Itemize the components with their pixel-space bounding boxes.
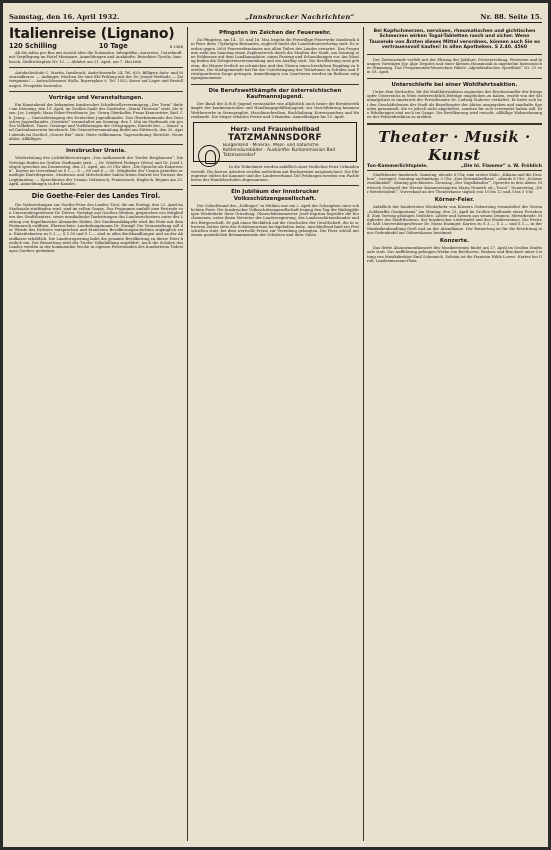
article-berufswettkaempfe: Der Bund der D.H.B.-Jugend veranstaltet wie alljährlich auch heuer die Berufswettkämpfe der kaufmännischen und Handlungsgehilfenjugend, zur Durchführung kommen Wettbewerbe in Stenographie, Maschinschreiben, Buchhaltung, Korrespondenz und Warenkunde. Die Sieger erhalten Preise und Urkunden. Anmeldungen bis 25. April. — [191, 102, 359, 119]
column-right — [367, 27, 542, 841]
togal-ad: Bei Kopfschmerzen, nervösen, rheumatischen und gichtischen Schmerzen wirken Togal-Tabletten rasch und sicher. Wenn Tausende von Ärzten dieses Mittel verordnen, können auch Sie es vertrauensvoll kaufen! In allen Apotheken. S 2.40. 4560 — [369, 29, 540, 51]
tatzmannsdorf-ad — [193, 122, 357, 162]
section-banner: Theater · Musik · Kunst — [378, 127, 531, 164]
newspaper-page — [3, 3, 548, 847]
small-ads: Autofachschule C. Martin, Innsbruck, Andechsstraße 24, Tel. 629. Billigste Auto- und Motorradkurse. — Anfänger, Machen Sie eine Kfz-Prüfung mit der Dr. Jrisser-Methode — Zeitersparnis! — Autoschlosserei Wallo, Bayrerplatz 9, Tel. 1553, Kurse auf Lager und Bestellungen. Prospekte kostenlos. — [9, 70, 183, 88]
column-middle — [191, 27, 359, 841]
article-pfingsten: Zu Pfingsten, am 14., 15. und 16. Mai, begeht die Freiwillige Feuerwehr Innsbruck die Feier ihres 75jährigen Bestandes, zugleich findet der Landesfeuerwehrtag statt. Es werden gegen 3000 Feuerwehrmänner aus allen Teilen des Landes erwartet. Das Programm sieht am Samstag einen Zapfenstreich durch die Straßen der Stadt, am Sonntag eine Feldmesse auf dem Landhausplatze, einen Festzug und Schauübungen vor. Am Montag finden die Delegiertenversammlung und ein Ausflug statt. Die Bevölkerung wird gebeten, die Häuser festlich zu schmücken und den Gästen einen herzlichen Empfang zu bereiten. Die Stadtgemeinde hat für die Unterbringung der Teilnehmer in Schulen und Privatquartieren Sorge getragen. Anmeldungen von Quartieren werden im Rathaus entgegengenommen. — [191, 38, 359, 81]
column-divider — [187, 27, 188, 841]
cinema-film: „Die hl. Flamme“ v. W. Fröhlich — [460, 163, 542, 169]
masthead-title: „Innsbrucker Nachrichten“ — [245, 13, 355, 21]
tatzmannsdorf-ad-line2: TATZMANNSDORF — [228, 133, 322, 144]
italienreise-ref: 6 1468 — [169, 44, 183, 49]
masthead-page: Nr. 88. Seite 15. — [480, 13, 542, 21]
heading-goethe: Die Goethe-Feier des Landes Tirol. — [31, 192, 161, 201]
italienreise-title: Italienreise (Lignano) — [9, 27, 175, 42]
article-urania: Wiederholung des Lichtbildervortrages „Das Aufbauwerk des Tiroler Bergbauern“. Die Vorträge finden im Großen Stadtsaale statt. — Dr. Winfried Fiebiger (Wien) und Dr. Josef Leitgeb sprechen am Donnerstag, den 21. April, um 20 Uhr über „Die Sprache als Kunstwerk“. Karten im Vorverkauf zu S 1.—, S —.80 und S —.50. Mitglieder der Urania genießen ermäßigte Eintrittspreise. Studenten und Mittelschüler haben freien Eintritt bei Vorweis der Legitimation. — Sprachkurse der Urania: Italienisch, Französisch, Englisch, Beginn am 25. April, Anmeldungen in der Kanzlei. — [9, 156, 183, 186]
italienreise-days: 10 Tage — [98, 42, 128, 50]
article-koerner: Anläßlich der hundertsten Wiederkehr von Körners Geburtstag veranstaltet der Verein „Schlaraffia Oenipontana“ am Montag, den 25. April im Großen Stadtsaale einen Festabend. Zum Vortrag gelangen Gedichte, Lieder und Szenen aus seinen Dramen. Mitwirkende: Mitglieder des Stadttheaters, der Innsbrucker Liedertafel und des Musikvereines. Die Festrede hält Universitätsprofessor Dr. Moriz Enzinger. Karten zu S 3.—, S 2.— und S 1.— in der Musikalienhandlung Groß und an der Abendkasse. Der Reinertrag ist für die Errichtung einer Gedenktafel am Geburtshause bestimmt. — [367, 205, 542, 235]
column-left — [9, 27, 183, 841]
heading-jubilaeum: Ein Jubiläum der Innsbrucker Volksschützengesellschaft. — [231, 189, 319, 202]
article-top: Der Zeitenwende verlieh mit der Ehrung der Jubilare, Preisverteilung, Festessen und launigen Vorträgen Joy. Alpe Depoles und einer kleinen Hausmusik in angenehm harmonischer Stimmung. Das Festgemeinde-Verzeichnis führte „Alpenländisches Sportblatt“ Nr. 21 vom 18. April. — [367, 57, 542, 75]
article-vortraege: Ein Kunstabend der bekannten Innsbrucker Schriftstellervereinigung „Der Turm“ findet am Dienstag, den 19. April, im Großen Saale des Gasthofes „Maria Theresia“ statt. Sie lesen: Jos. Leitgeb, Hans Faber-Perathoner, Jos. Georg Oberkofler, Franz Kranewitter, Rud. Ch. Jenny. — Gautodtentagung des Deutschen Jugendbundes. Das Oberkommando des Deutschen Jugendbundes „Vorwärts“ veranstaltet am Sonntag, den 1. Mai im Stadtsaale ein großes Volksfest. Tänze, Gesänge und Vorführungen der Ortsgruppen, Eintritt frei. — Kunst- und Gartenbauverein Innsbruck. Die Generalversammlung findet am Mittwoch, den 20. April abends im Gasthof „Grauer Bär“ statt. Gäste willkommen. Tagesordnung: Berichte, Neuwahlen, Allfälliges. — [9, 102, 183, 141]
italienreise-price: 120 Schilling — [9, 42, 57, 50]
article-konzerte: Das dritte Abonnementkonzert des Musikvereines findet am 27. April im Großen Stadtsaale statt. Zur Aufführung gelangen Werke von Beethoven, Brahms und Bruckner unter Leitung von Musikdirektor Emil Schennich. Solistin ist die Pianistin Hilde Loewe. Karten bei Groß, Landesmuseum-Platz. — [367, 246, 542, 263]
italienreise-ad — [9, 27, 183, 64]
italienreise-body: Ab die Adria per Bus mit zurück über die Dolomiten. Inbegriffen: Autoreise, Unterkunft mit Verpflegung im Hotel Miramare. Anmeldungen und Auskünfte: Reisebüro Tyrolis, Innsbruck, Südtirolerplatz Nr. 12. — Abfahrt am 21. April, am 7. Mai früh. — [9, 51, 182, 64]
cinema-subhead — [367, 165, 542, 171]
heading-vortraege: Vorträge und Veranstaltungen. — [48, 94, 144, 101]
heading-pfingsten: Pfingsten im Zeichen der Feuerwehr. — [219, 30, 331, 36]
article-goethe: Die Vorbereitungen zur Goethe-Feier des Landes Tirol, die am Freitag, den 22. April im Stadtsaale stattfinden wird, sind im vollen Gange. Das Programm umfaßt eine Festrede von Universitätsprofessor Dr. Dörrer, Vorträge aus Goethes Werken, gesprochen von Mitgliedern des Stadttheaters, sowie musikalische Darbietungen des Landesorchesters unter der Leitung von Kapellmeister Alexander Rubini. Die Stadtmusikkapelle wird die Feier mit dem Festmarsch eröffnen. Ehrenschutz: Landeshauptmann Dr. Stumpf. Die Veranstaltung soll der Würde des Dichters entsprechen und breitesten Bevölkerungsschichten zugänglich sein. Eintrittskarten zu S 2.—, S 1.50 und S 1.— sind in allen Buchhandlungen und an der Abendkasse erhältlich. Die Landesregierung ladet die gesamte Bevölkerung zu dieser Feier herzlich ein. Der Reinertrag wird der Tiroler Volksbildung zugeführt. Auch die Schulen des Landes werden in der kommenden Woche in eigenen Feierstunden des hundertsten Todestages Goethes gedenken. — [9, 202, 183, 254]
masthead-date: Samstag, den 16. April 1932. — [9, 13, 120, 21]
heading-koerner: Körner-Feier. — [434, 197, 475, 204]
masthead — [9, 9, 542, 23]
article-after-ad: In die Teilnehmer werden anläßlich einer festlichen Feier Urkunden verteilt. Die besten Arbeiten werden außerdem mit Buchpreisen ausgezeichnet. Die Ehrenpreise stiften die Kammer und der Landesverband. Die Prüfungen werden von Fachlehrern der Handelsschulen abgenommen. — [191, 165, 359, 183]
heading-konzerte: Konzerte. — [439, 238, 470, 245]
spa-logo-icon — [198, 145, 220, 167]
article-jubilaeum: Der Schießstand des „Dollinger“ in Mühlau war am 2. April der Schauplatz einer schlichten Feier. Die Innsbrucker Volksschützengesellschaft beging den Tag der fünfzigjährigen Wiederkehr ihrer Gründung. Oberschützenmeister Josef Kuprian begrüßte die Erschienenen, unter ihnen Vertreter der Landesregierung, des Landesschützenbundes und der Bürgerschaft. Er gab einen Rückblick auf die Geschichte der Gesellschaft, die in schweren Zeiten stets das Schützenwesen hochgehalten habe. Anschließend fand ein Festschießen statt, bei dem wertvolle Preise zur Verteilung gelangten. Die Feier schloß mit einem gemütlichen Beisammensein der Schützen und ihrer Gäste. — [191, 203, 359, 238]
tatzmannsdorf-ad-line3: Burgenland · Mineral-, Moor- und natürliche Kohlensäurebäder · Auskünfte: Kurkommission Bad Tatzmannsdorf — [223, 143, 336, 159]
heading-berufswettkaempfe: Die Berufswettkämpfe der österreichischen Kaufmannsjugend. — [208, 87, 342, 100]
article-theater: Stadttheater Innsbruck. Samstag, abends 8 Uhr, zum ersten Male: „Kiliana und die Drachen“, Lustspiel. Sonntag nachmittags 3 Uhr „Das Dreimäderlhaus“, abends 8 Uhr „Schwarzwaldmädel“. Montag geschlossen. Dienstag „Der Vogelhändler“, Operette in drei Akten. Mittwoch Gastspiel der Wiener Kammersängerin Maria Nemeth als „Tosca“. Donnerstag „Der Bettelstudent“. Vorverkauf an der Theaterkasse täglich von 10 bis 12 und 3 bis 5 Uhr. — [367, 172, 542, 194]
column-divider — [363, 27, 364, 841]
tatzmannsdorf-ad-line1: Herz- und Frauenheilbad — [230, 125, 320, 134]
article-wohlfahrt: Unter dem Verdachte, für die Wohlfahrtsaktion zugunsten der Reichsstandler der Kriegsopfer Österreichs in Wien widerrechtlich Beträge eingehoben zu haben, wurde von der Kriminalpolizei in Innsbruck der Privatbeamte Dr. Ludwig Staberer verhaftet. Er hatte sich bei den Geschäftsleuten der Stadt als Beauftragter der Aktion ausgegeben und namhafte Spenden gesammelt, die er jedoch nicht abgeliefert, sondern für sich verwendet haben soll. Die Erhebungen sind noch im Gange. Die Bevölkerung wird ersucht, allfällige Wahrnehmungen der Polizeidirektion zu melden. — [367, 89, 542, 120]
heading-wohlfahrt: Unterschleife bei einer Wohlfahrtsaktion. — [391, 81, 518, 88]
cinema-name: Ton-Kammerlichtspiele. — [367, 163, 428, 169]
heading-urania: Innsbrucker Urania. — [65, 148, 127, 155]
